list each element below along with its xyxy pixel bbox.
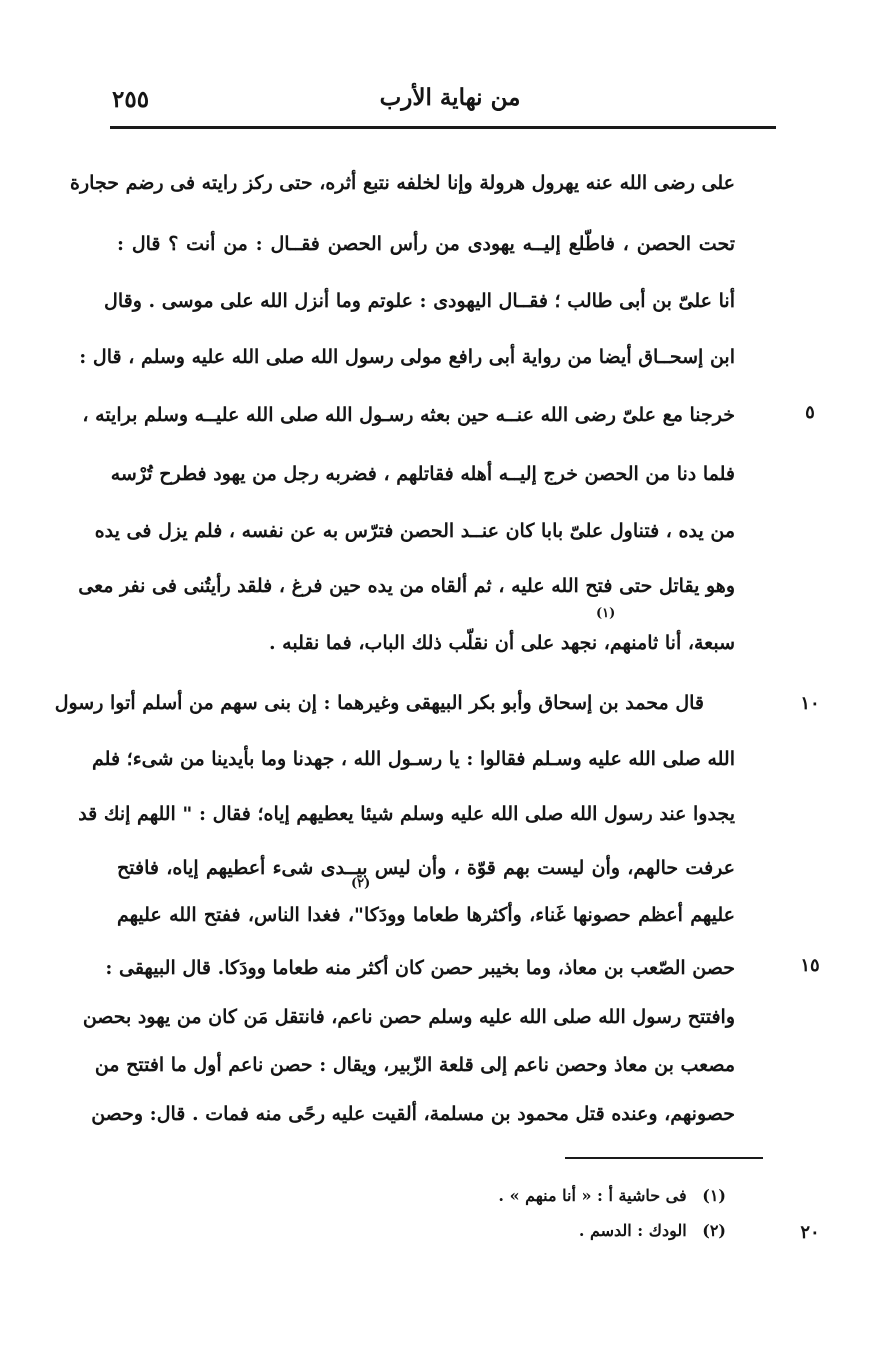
line-number-20: ٢٠ <box>800 1222 820 1243</box>
footnote <box>579 1221 726 1240</box>
text-line: تحت الحصن ، فاطّلع إليــه يهودى من رأس الحصن فقــال : من أنت ؟ قال : <box>117 233 735 255</box>
text-line: من يده ، فتناول علىّ بابا كان عنــد الحصن فترّس به عن نفسه ، فلم يزل فى يده <box>94 520 735 542</box>
text-line: ابن إسحــاق أيضا من رواية أبى رافع مولى رسول الله صلى الله عليه وسلم ، قال : <box>79 346 735 368</box>
text-line: وافتتح رسول الله صلى الله عليه وسلم حصن ناعم، فانتقل مَن كان من يهود بحصن <box>82 1006 735 1028</box>
text-line: الله صلى الله عليه وسـلم فقالوا : يا رسـول الله ، جهدنا وما بأيدينا من شىء؛ فلم <box>92 748 735 770</box>
page-number: ٢٥٥ <box>112 86 150 113</box>
footnote-number: (١) <box>702 1186 726 1205</box>
running-title: من نهاية الأرب <box>379 84 521 111</box>
text-line: فلما دنا من الحصن خرج إليــه أهله فقاتلهم ، فضربه رجل من يهود فطرح تُرْسه <box>110 463 735 485</box>
text-line: يجدوا عند رسول الله صلى الله عليه وسلم شيئا يعطيهم إياه؛ فقال : " اللهم إنك قد <box>78 803 735 825</box>
text-line: عليهم أعظم حصونها غَناء، وأكثرها طعاما وودَكا"، فغدا الناس، ففتح الله عليهم <box>117 904 735 926</box>
line-number-10: ١٠ <box>800 693 820 714</box>
text-line: سبعة، أنا ثامنهم، نجهد على أن نقلّب ذلك الباب، فما نقلبه . <box>268 632 735 654</box>
text-line: حصن الصّعب بن معاذ، وما بخيبر حصن كان أكثر منه طعاما وودَكا. قال البيهقى : <box>105 957 735 979</box>
text-line: حصونهم، وعنده قتل محمود بن مسلمة، ألقيت عليه رحًى منه فمات . قال: وحصن <box>91 1103 735 1125</box>
line-number-15: ١٥ <box>800 955 820 976</box>
text-line: على رضى الله عنه يهرول هرولة وإنا لخلفه نتبع أثره، حتى ركز رايته فى رضم حجارة <box>70 172 735 194</box>
text-line: مصعب بن معاذ وحصن ناعم إلى قلعة الزّبير، ويقال : حصن ناعم أول ما افتتح من <box>94 1054 735 1076</box>
text-line: وهو يقاتل حتى فتح الله عليه ، ثم ألقاه من يده حين فرغ ، فلقد رأيتُنى فى نفر معى <box>78 575 735 597</box>
footnote-rule <box>565 1157 763 1159</box>
text-line: خرجنا مع علىّ رضى الله عنــه حين بعثه رسـول الله صلى الله عليــه وسلم برايته ، <box>82 404 735 426</box>
footnote-text: فى حاشية أ : « أنا منهم » . <box>498 1186 687 1205</box>
text-line: قال محمد بن إسحاق وأبو بكر البيهقى وغيرهما : إن بنى سهم من أسلم أتوا رسول <box>54 692 704 714</box>
footnote-number: (٢) <box>702 1221 726 1240</box>
footnote-text: الودك : الدسم . <box>578 1221 687 1240</box>
footnote <box>498 1186 726 1205</box>
text-line: عرفت حالهم، وأن ليست بهم قوّة ، وأن ليس بيــدى شىء أعطيهم إياه، فافتح <box>117 857 735 879</box>
text-line: أنا علىّ بن أبى طالب ؛ فقــال اليهودى : علوتم وما أنزل الله على موسى . وقال <box>104 290 735 312</box>
footnote-marker-2: (٢) <box>351 876 371 891</box>
footnote-marker-1: (١) <box>596 606 616 621</box>
line-number-5: ٥ <box>805 402 815 423</box>
header-rule <box>110 126 776 129</box>
